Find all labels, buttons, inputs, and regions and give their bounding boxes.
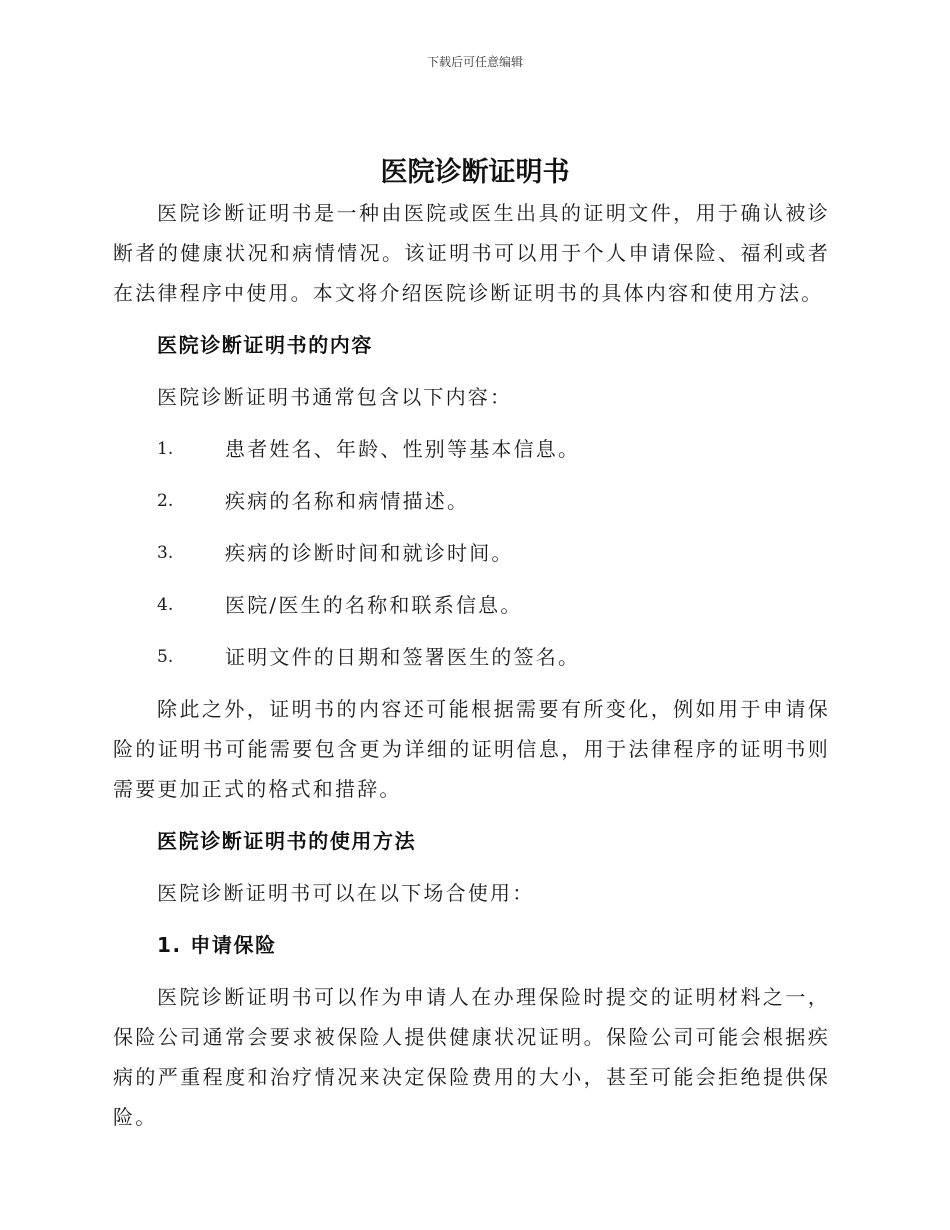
document-title: 医院诊断证明书: [380, 157, 570, 188]
list-item-text: 疾病的诊断时间和就诊时间。: [225, 541, 514, 565]
header-note: 下载后可任意编辑: [426, 55, 523, 69]
document-body: [113, 193, 830, 1137]
list-item: [113, 481, 830, 521]
list-item-number: 5.: [157, 647, 174, 667]
list-item-number: 4.: [157, 595, 174, 615]
list-item: [113, 533, 830, 573]
list-item-number: 3.: [157, 543, 174, 563]
list-item-text: 医院/医生的名称和联系信息。: [225, 593, 523, 617]
list-item-text: 疾病的名称和病情描述。: [225, 489, 470, 513]
usage-intro: 医院诊断证明书可以在以下场合使用：: [157, 881, 535, 905]
list-item: [113, 585, 830, 625]
list-item-number: 1.: [157, 439, 174, 459]
insurance-paragraph: 医院诊断证明书可以作为申请人在办理保险时提交的证明材料之一，保险公司通常会要求被保险人提供健康状况证明。保险公司可能会根据疾病的严重程度和治疗情况来决定保险费用的大小，甚至可能会拒绝提供保险。: [113, 985, 830, 1129]
contents-closing-paragraph: 除此之外，证明书的内容还可能根据需要有所变化，例如用于申请保险的证明书可能需要包含更为详细的证明信息，用于法律程序的证明书则需要更加正式的格式和措辞。: [113, 697, 830, 801]
list-item: [113, 429, 830, 469]
contents-list: [113, 429, 830, 677]
section-heading-usage: 医院诊断证明书的使用方法: [157, 829, 417, 853]
contents-list-intro: 医院诊断证明书通常包含以下内容：: [157, 385, 513, 409]
list-item-text: 证明文件的日期和签署医生的签名。: [225, 645, 581, 669]
section-heading-contents: 医院诊断证明书的内容: [157, 333, 373, 357]
list-item: [113, 637, 830, 677]
intro-paragraph: 医院诊断证明书是一种由医院或医生出具的证明文件，用于确认被诊断者的健康状况和病情情况。该证明书可以用于个人申请保险、福利或者在法律程序中使用。本文将介绍医院诊断证明书的具体内容和使用方法。: [113, 201, 830, 305]
list-item-number: 2.: [157, 491, 174, 511]
list-item-text: 患者姓名、年龄、性别等基本信息。: [225, 437, 581, 461]
subsection-heading-insurance: 1. 申请保险: [157, 933, 277, 957]
